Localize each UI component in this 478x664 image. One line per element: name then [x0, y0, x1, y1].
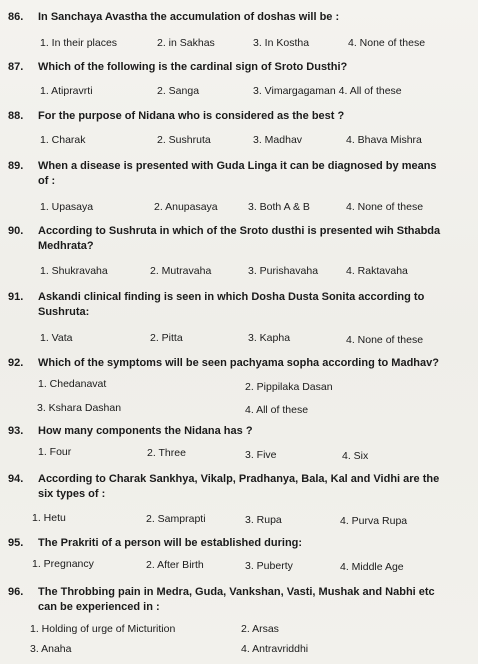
question-number: 94. — [8, 473, 24, 485]
question-line: According to Sushruta in which of the Sroto dusthi is presented wih Sthabda — [38, 225, 441, 237]
question-line: six types of : — [38, 488, 106, 500]
option-4: 4. Six — [342, 450, 369, 462]
option-3: 3. In Kostha — [253, 37, 310, 49]
option-4: 4. Raktavaha — [346, 265, 408, 277]
question-number: 87. — [8, 61, 24, 73]
question-line: How many components the Nidana has ? — [38, 425, 253, 437]
option-3: 3. Madhav — [253, 134, 303, 146]
question-line: When a disease is presented with Guda Linga it can be diagnosed by means — [38, 160, 437, 172]
question-line: For the purpose of Nidana who is considered as the best ? — [38, 110, 345, 122]
question-line: can be experienced in : — [38, 601, 160, 613]
question-number: 90. — [8, 225, 24, 237]
question-number: 86. — [8, 11, 24, 23]
option-3: 3. Anaha — [30, 643, 72, 655]
option-2: 2. Anupasaya — [154, 201, 218, 213]
option-4: 4. Antravriddhi — [241, 643, 309, 655]
option-2: 2. Mutravaha — [150, 265, 212, 277]
option-1: 1. Vata — [40, 332, 73, 344]
question-text — [8, 159, 472, 189]
question-text — [8, 224, 472, 254]
question-text — [8, 10, 472, 25]
question-text — [8, 536, 472, 551]
option-3: 3. Purishavaha — [248, 265, 319, 277]
question-text — [8, 472, 472, 502]
option-4: 4. Bhava Mishra — [346, 134, 422, 146]
question-text — [8, 290, 472, 320]
option-3: 3. Five — [245, 449, 277, 461]
option-4: 4. All of these — [245, 404, 309, 416]
option-3: 3. Rupa — [245, 514, 282, 526]
option-2: 2. Samprapti — [146, 513, 206, 525]
option-2: 2. Sanga — [157, 85, 200, 97]
option-4: 4. Purva Rupa — [340, 515, 408, 527]
option-1: 1. Chedanavat — [38, 378, 107, 390]
question-line: Medhrata? — [38, 240, 94, 252]
option-1: 1. Four — [38, 446, 72, 458]
question-line: In Sanchaya Avastha the accumulation of doshas will be : — [38, 11, 340, 23]
question-line: The Throbbing pain in Medra, Guda, Vankshan, Vasti, Mushak and Nabhi etc — [38, 586, 435, 598]
option-3: 3. Both A & B — [248, 201, 310, 213]
option-2: 2. Pippilaka Dasan — [245, 381, 333, 393]
option-4: 4. None of these — [346, 334, 424, 346]
question-number: 93. — [8, 425, 24, 437]
question-line: Askandi clinical finding is seen in which Dosha Dusta Sonita according to — [38, 291, 425, 303]
option-4: 4. None of these — [346, 201, 424, 213]
question-number: 96. — [8, 586, 24, 598]
question-number: 91. — [8, 291, 24, 303]
option-3: 3. Puberty — [245, 560, 293, 572]
option-3: 3. Kapha — [248, 332, 291, 344]
option-4: 4. Middle Age — [340, 561, 404, 573]
question-text — [8, 109, 472, 124]
question-line: The Prakriti of a person will be established during: — [38, 537, 303, 549]
option-1: 1. Hetu — [32, 512, 66, 524]
option-3: 3. Kshara Dashan — [37, 402, 122, 414]
question-number: 88. — [8, 110, 24, 122]
option-1: 1. Shukravaha — [40, 265, 108, 277]
question-line: Which of the following is the cardinal sign of Sroto Dusthi? — [38, 61, 348, 73]
question-number: 95. — [8, 537, 24, 549]
option-2: 2. Arsas — [241, 623, 279, 635]
question-line: Sushruta: — [38, 306, 90, 318]
question-text — [8, 585, 472, 615]
option-3: 3. Vimargagaman 4. All of these — [253, 85, 402, 97]
option-1: 1. In their places — [40, 37, 118, 49]
option-1: 1. Pregnancy — [32, 558, 94, 570]
question-line: According to Charak Sankhya, Vikalp, Pradhanya, Bala, Kal and Vidhi are the — [38, 473, 440, 485]
question-line: Which of the symptoms will be seen pachyama sopha according to Madhav? — [38, 357, 439, 369]
question-text — [8, 424, 472, 439]
option-1: 1. Charak — [40, 134, 86, 146]
question-line: of : — [38, 175, 56, 187]
option-2: 2. After Birth — [146, 559, 204, 571]
option-1: 1. Holding of urge of Micturition — [30, 623, 176, 635]
question-text — [8, 356, 472, 371]
question-number: 92. — [8, 357, 24, 369]
option-2: 2. Pitta — [150, 332, 183, 344]
option-2: 2. Three — [147, 447, 186, 459]
option-2: 2. in Sakhas — [157, 37, 215, 49]
option-1: 1. Upasaya — [40, 201, 94, 213]
question-text — [8, 60, 472, 75]
option-4: 4. None of these — [348, 37, 426, 49]
option-2: 2. Sushruta — [157, 134, 211, 146]
question-number: 89. — [8, 160, 24, 172]
option-1: 1. Atipravrti — [40, 85, 93, 97]
